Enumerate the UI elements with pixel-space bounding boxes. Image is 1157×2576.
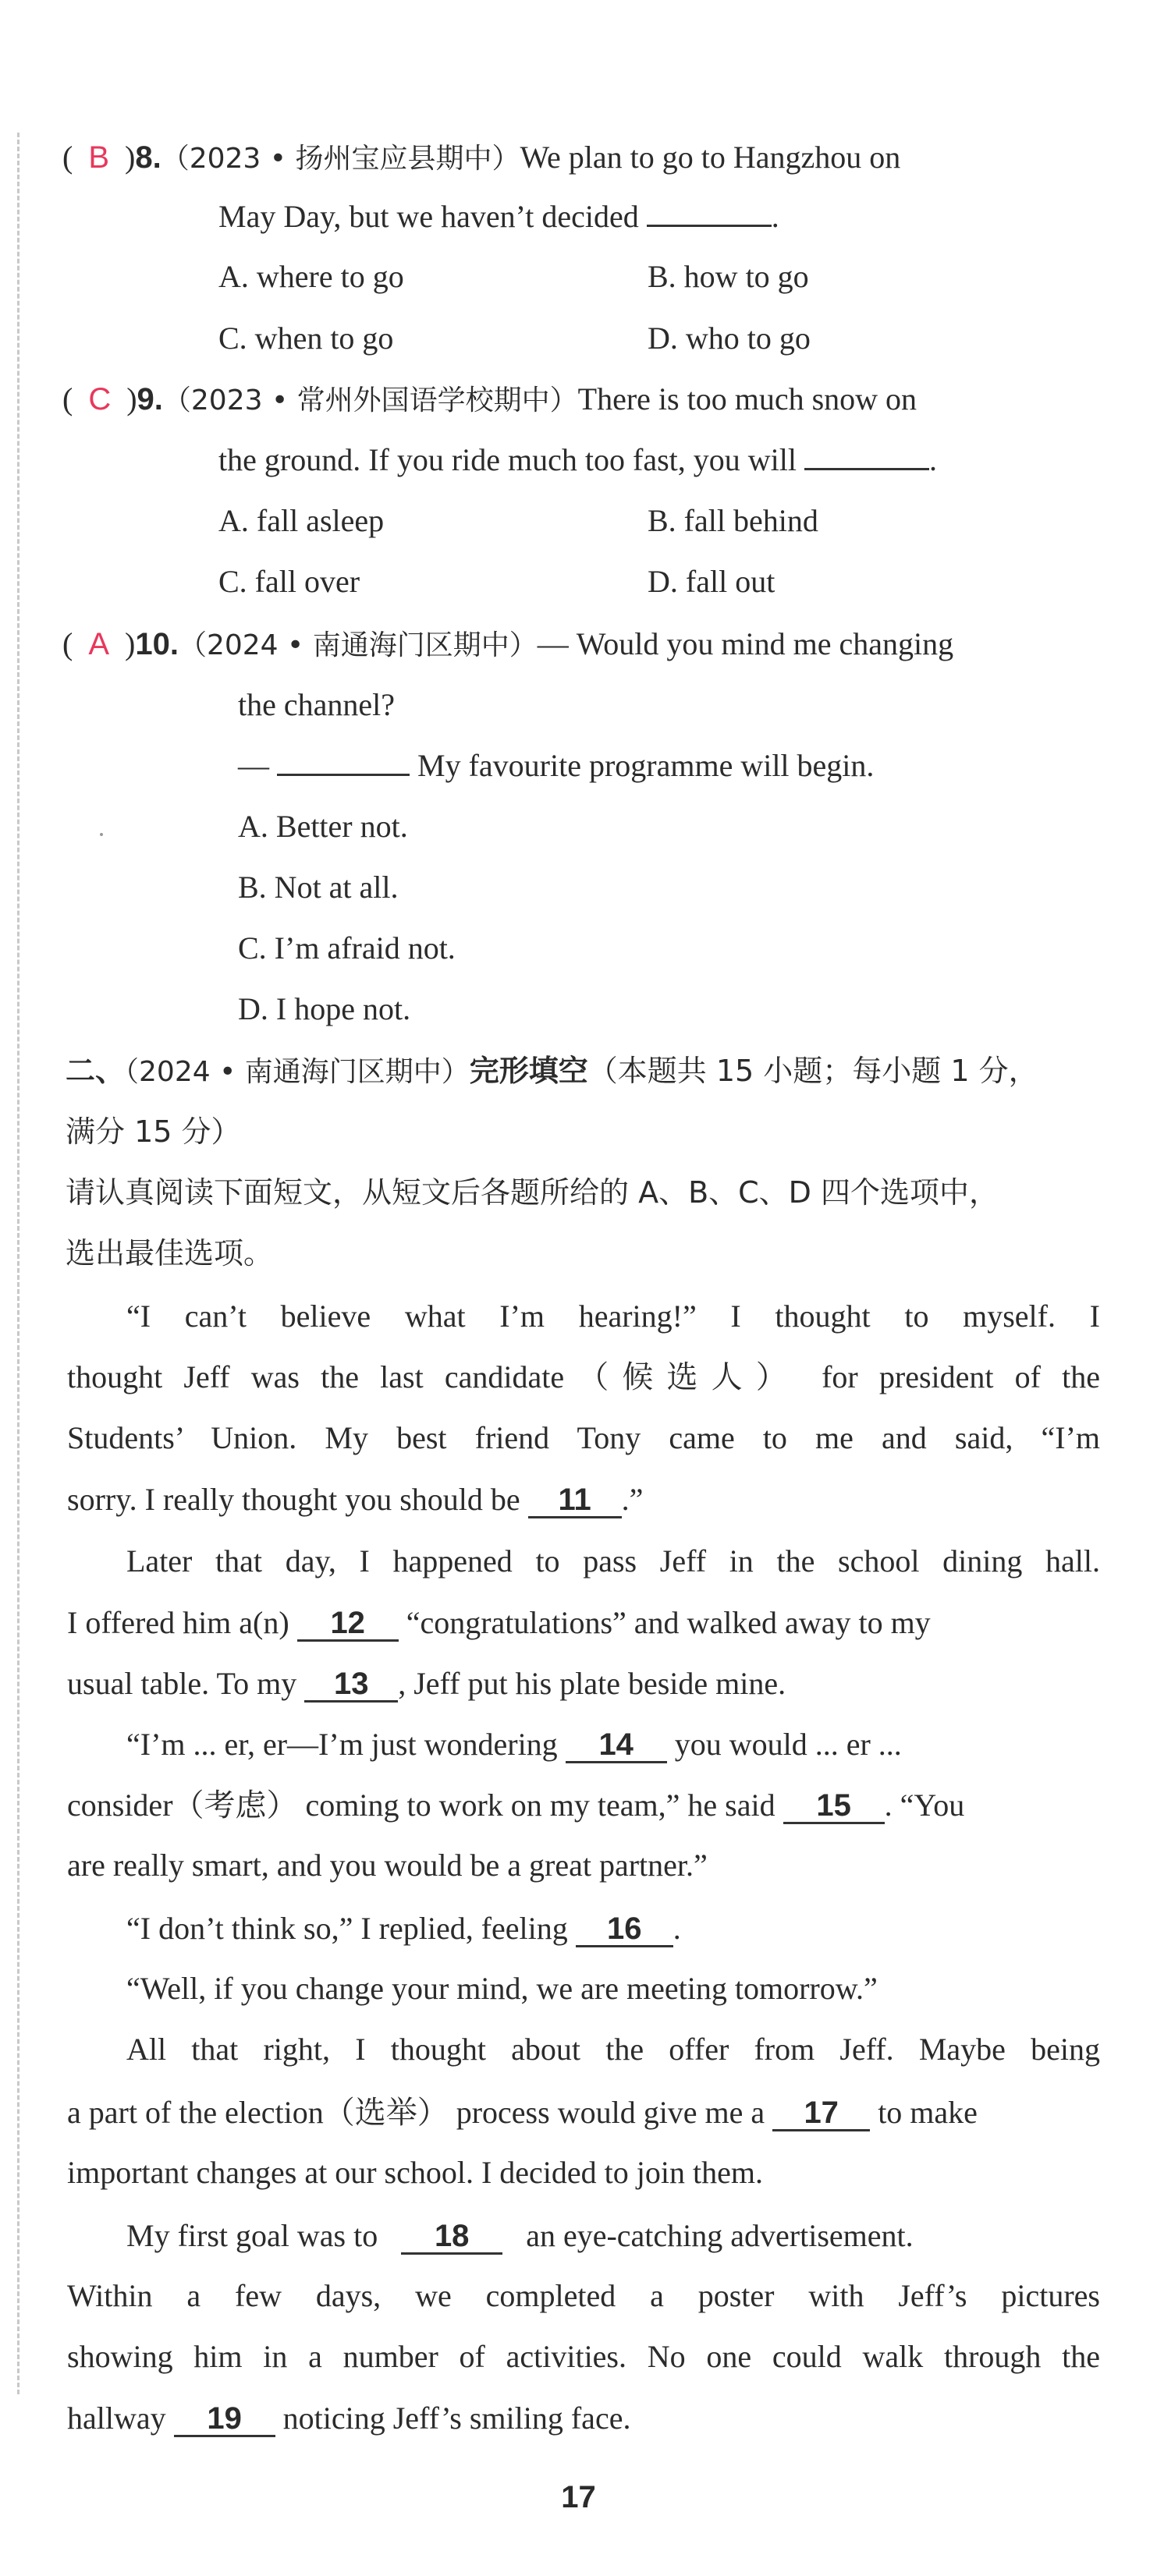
answer-10: A — [88, 627, 110, 661]
question-10-reply: — My favourite programme will begin. — [238, 748, 875, 783]
passage-line: “I can’t believe what I’m hearing!” I thought to myself. I — [126, 1299, 1100, 1334]
answer-9: C — [88, 382, 112, 416]
option-b: B. fall behind — [648, 503, 818, 538]
passage-line: hallway 19 noticing Jeff’s smiling face. — [67, 2401, 631, 2436]
passage-line: My first goal was to 18 an eye-catching advertisement. — [126, 2218, 914, 2253]
passage-line: important changes at our school. I decided to join them. — [67, 2155, 763, 2190]
passage-line: thought Jeff was the last candidate（候选人） for president of the — [67, 1359, 1100, 1394]
passage-line: sorry. I really thought you should be 11 .” — [67, 1482, 644, 1517]
cloze-blank-17: 17 — [772, 2096, 870, 2131]
option-b: B. how to go — [648, 259, 809, 294]
answer-blank — [647, 225, 772, 227]
question-10: ( A )10.（2024 • 南通海门区期中）— Would you mind me changing — [62, 626, 954, 661]
question-number: 9. — [137, 382, 163, 416]
question-source: （2023 • 扬州宝应县期中） — [161, 143, 520, 175]
instruction-line2: 选出最佳选项。 — [66, 1236, 274, 1270]
question-number: 10. — [135, 627, 179, 661]
question-10-line2: the channel? — [238, 687, 395, 722]
cloze-blank-19: 19 — [174, 2402, 275, 2437]
passage-line: are really smart, and you would be a great partner.” — [67, 1848, 708, 1883]
option-d: D. fall out — [648, 564, 775, 599]
question-stem: We plan to go to Hangzhou on — [520, 140, 901, 175]
passage-line: Students’ Union. My best friend Tony came to me and said, “I’m — [67, 1420, 1100, 1455]
answer-8: B — [88, 140, 110, 175]
passage-line: “Well, if you change your mind, we are meeting tomorrow.” — [126, 1971, 878, 2006]
passage-line: showing him in a number of activities. No one could walk through the — [67, 2339, 1100, 2374]
option-b: B. Not at all. — [238, 870, 399, 905]
option-a: A. fall asleep — [218, 503, 385, 538]
answer-blank — [277, 774, 410, 776]
page-number: 17 — [561, 2480, 596, 2514]
option-c: C. when to go — [218, 321, 394, 356]
answer-blank — [804, 468, 929, 470]
passage-line: “I don’t think so,” I replied, feeling 16 . — [126, 1911, 681, 1946]
passage-line: Later that day, I happened to pass Jeff in the school dining hall. — [126, 1543, 1100, 1579]
question-source: （2024 • 南通海门区期中） — [178, 629, 538, 661]
passage-line: Within a few days, we completed a poster with Jeff’s pictures — [67, 2278, 1100, 2313]
section-title: 完形填空 — [469, 1054, 588, 1088]
section-heading: 二、（2024 • 南通海门区期中）完形填空（本题共 15 小题；每小题 1 分， — [66, 1054, 1038, 1088]
question-number: 8. — [135, 140, 161, 175]
instruction: 请认真阅读下面短文，从短文后各题所给的 A、B、C、D 四个选项中， — [66, 1175, 999, 1210]
cloze-blank-15: 15 — [783, 1789, 885, 1824]
passage-line: “I’m ... er, er—I’m just wondering 14 you would ... er ... — [126, 1727, 902, 1762]
passage-line: I offered him a(n) 12 “congratulations” and walked away to my — [67, 1605, 931, 1640]
cloze-blank-13: 13 — [304, 1667, 398, 1703]
question-9: ( C )9.（2023 • 常州外国语学校期中）There is too much snow on — [62, 381, 917, 416]
cloze-blank-12: 12 — [297, 1607, 399, 1642]
option-a: A. where to go — [218, 259, 404, 294]
question-stem: There is too much snow on — [577, 381, 917, 416]
option-d: D. who to go — [648, 321, 811, 356]
question-9-line2: the ground. If you ride much too fast, you will . — [218, 442, 937, 477]
option-c: C. I’m afraid not. — [238, 930, 456, 966]
question-8-line2: May Day, but we haven’t decided . — [218, 199, 779, 234]
option-c: C. fall over — [218, 564, 360, 599]
cloze-blank-11: 11 — [528, 1483, 622, 1518]
question-stem: — Would you mind me changing — [537, 626, 954, 661]
passage-line: a part of the election（选举） process would give me a 17 to make — [67, 2095, 978, 2130]
section-heading-line2: 满分 15 分） — [66, 1114, 241, 1149]
cloze-blank-18: 18 — [401, 2220, 502, 2255]
question-source: （2023 • 常州外国语学校期中） — [162, 384, 578, 416]
passage-line: consider（考虑） coming to work on my team,” he said 15 . “You — [67, 1788, 965, 1823]
question-8: ( B )8.（2023 • 扬州宝应县期中）We plan to go to Hangzhou on — [62, 140, 901, 175]
option-d: D. I hope not. — [238, 991, 411, 1026]
cloze-blank-16: 16 — [576, 1912, 673, 1947]
cloze-blank-14: 14 — [566, 1728, 667, 1763]
passage-line: All that right, I thought about the offer from Jeff. Maybe being — [126, 2032, 1100, 2067]
passage-line: usual table. To my 13 , Jeff put his plate beside mine. — [67, 1666, 786, 1701]
option-a: A. Better not. — [238, 809, 408, 844]
